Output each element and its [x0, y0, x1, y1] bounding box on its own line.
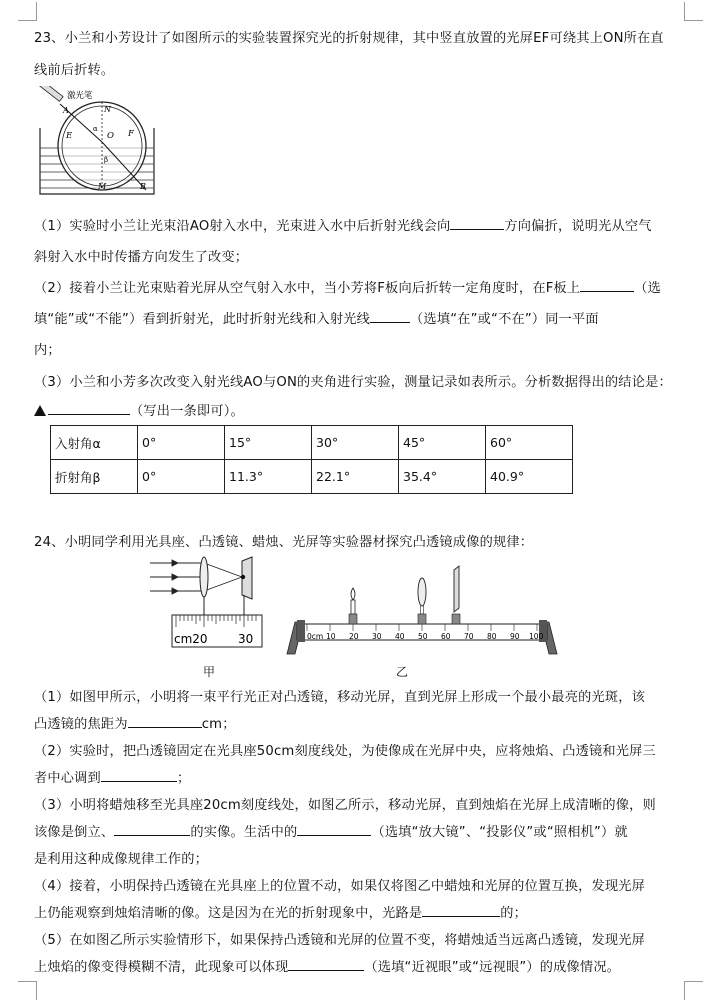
q24-figure-yi [283, 562, 563, 660]
q24-figure-jia [148, 555, 268, 653]
q24-part4-line1: （4）接着，小明保持凸透镜在光具座上的位置不动，如果仅将图乙中蜡烛和光屏的位置互换，发现光屏 [34, 879, 646, 894]
q24-part3-line1: （3）小明将蜡烛移至光具座20cm刻度线处，如图乙所示，移动光屏，直到烛焰在光屏上成清晰的像，则 [34, 798, 656, 813]
label-F: F [128, 129, 134, 139]
tick-label: 0cm [307, 632, 324, 641]
answer-blank-q23-1[interactable] [450, 216, 504, 230]
table-cell: 35.4° [399, 460, 486, 494]
q23-intro-line2: 线前后折转。 [34, 63, 115, 78]
candle-icon [349, 588, 357, 624]
table-cell: 60° [486, 426, 573, 460]
tick-label: 100 [529, 632, 544, 641]
crop-mark-bottom-left [18, 981, 37, 1000]
table-cell: 45° [399, 426, 486, 460]
tick-label: 50 [418, 632, 428, 641]
lens-icon [418, 578, 426, 624]
answer-blank-q24-3b[interactable] [297, 822, 371, 836]
label-N: N [104, 105, 111, 114]
label-M: M [98, 182, 107, 191]
q24-part2-line2: 者中心调到 ； [34, 767, 679, 786]
q24-part1-line1: （1）如图甲所示，小明将一束平行光正对凸透镜，移动光屏，直到光屏上形成一个最小最亮的光斑，该 [34, 690, 646, 705]
label-O: O [107, 131, 114, 141]
table-cell: 30° [312, 426, 399, 460]
label-laser: 激光笔 [67, 91, 93, 101]
q23-refraction-apparatus-figure [34, 86, 164, 200]
ruler-label-right: 30 [238, 632, 254, 646]
triangle-marker-icon [34, 405, 46, 416]
q24-part3-line3: 是利用这种成像规律工作的； [34, 852, 209, 867]
q24-part5-line2: 上烛焰的像变得模糊不清，此现象可以体现 （选填“近视眼”或“远视眼”）的成像情况。 [34, 956, 679, 975]
crop-mark-top-left [18, 2, 37, 21]
table-cell: 15° [225, 426, 312, 460]
tick-label: 90 [510, 632, 520, 641]
q23-part3-line1: （3）小兰和小芳多次改变入射光线AO与ON的夹角进行实验，测量记录如表所示。分析数据得出的结论是： [34, 375, 672, 390]
q24-part5-line1: （5）在如图乙所示实验情形下，如果保持凸透镜和光屏的位置不变，将蜡烛适当远离凸透镜，发现光屏 [34, 933, 646, 948]
ruler-label-left: cm20 [174, 632, 208, 646]
table-header-refracted: 折射角β [51, 460, 138, 494]
q23-part1-line1: （1）实验时小兰让光束沿AO射入水中，光束进入水中后折射光线会向 方向偏折，说明光从空气 [34, 215, 679, 234]
tick-label: 60 [441, 632, 451, 641]
q24-part3-line2: 该像是倒立、 的实像。生活中的 （选填“放大镜”、“投影仪”或“照相机”）就 [34, 821, 679, 840]
answer-blank-q23-2b[interactable] [370, 309, 410, 323]
q24-part2-line1: （2）实验时，把凸透镜固定在光具座50cm刻度线处，为使像成在光屏中央，应将烛焰、凸透镜和光屏三 [34, 744, 656, 759]
answer-blank-q24-1[interactable] [128, 714, 202, 728]
tick-label: 30 [372, 632, 382, 641]
q23-part2-line2: 填“能”或“不能”）看到折射光，此时折射光线和入射光线 （选填“在”或“不在”）同一平面 [34, 308, 679, 327]
answer-blank-q24-3a[interactable] [114, 822, 190, 836]
q23-part2-line1: （2）接着小兰让光束贴着光屏从空气射入水中，当小芳将F板向后折转一定角度时，在F板上 （选 [34, 277, 679, 296]
answer-blank-q23-3[interactable] [48, 401, 130, 415]
label-alpha: α [93, 125, 98, 133]
q23-part2-line3: 内； [34, 343, 61, 358]
answer-blank-q24-4[interactable] [422, 903, 500, 917]
q23-intro-line1: 23、小兰和小芳设计了如图所示的实验装置探究光的折射规律，其中竖直放置的光屏EF可绕其上ON所在直 [34, 31, 664, 46]
q23-angle-table [50, 425, 573, 494]
tick-label: 70 [464, 632, 474, 641]
tick-label: 10 [326, 632, 336, 641]
table-header-incident: 入射角α [51, 426, 138, 460]
q23-part3-line2: （写出一条即可）。 [34, 400, 679, 419]
table-cell: 0° [138, 426, 225, 460]
q24-intro: 24、小明同学利用光具座、凸透镜、蜡烛、光屏等实验器材探究凸透镜成像的规律： [34, 535, 534, 550]
tick-label: 80 [487, 632, 497, 641]
table-cell: 11.3° [225, 460, 312, 494]
caption-yi: 乙 [396, 665, 409, 679]
tick-label: 40 [395, 632, 405, 641]
label-beta: β [104, 156, 109, 164]
label-E: E [66, 131, 73, 141]
q24-part4-line2: 上仍能观察到烛焰清晰的像。这是因为在光的折射现象中，光路是 的； [34, 902, 679, 921]
crop-mark-top-right [684, 2, 703, 21]
label-A: A [63, 106, 69, 115]
tick-label: 20 [349, 632, 359, 641]
crop-mark-bottom-right [684, 981, 703, 1000]
table-row-incident [51, 426, 573, 460]
table-cell: 22.1° [312, 460, 399, 494]
caption-jia: 甲 [203, 665, 216, 679]
table-cell: 0° [138, 460, 225, 494]
answer-blank-q23-2a[interactable] [580, 278, 634, 292]
answer-blank-q24-5[interactable] [288, 957, 364, 971]
table-cell: 40.9° [486, 460, 573, 494]
table-row-refracted [51, 460, 573, 494]
q24-part1-line2: 凸透镜的焦距为 cm； [34, 713, 679, 732]
label-B: B [140, 182, 146, 191]
answer-blank-q24-2[interactable] [101, 768, 177, 782]
q23-part1-line2: 斜射入水中时传播方向发生了改变； [34, 250, 249, 265]
screen-icon [452, 566, 460, 624]
